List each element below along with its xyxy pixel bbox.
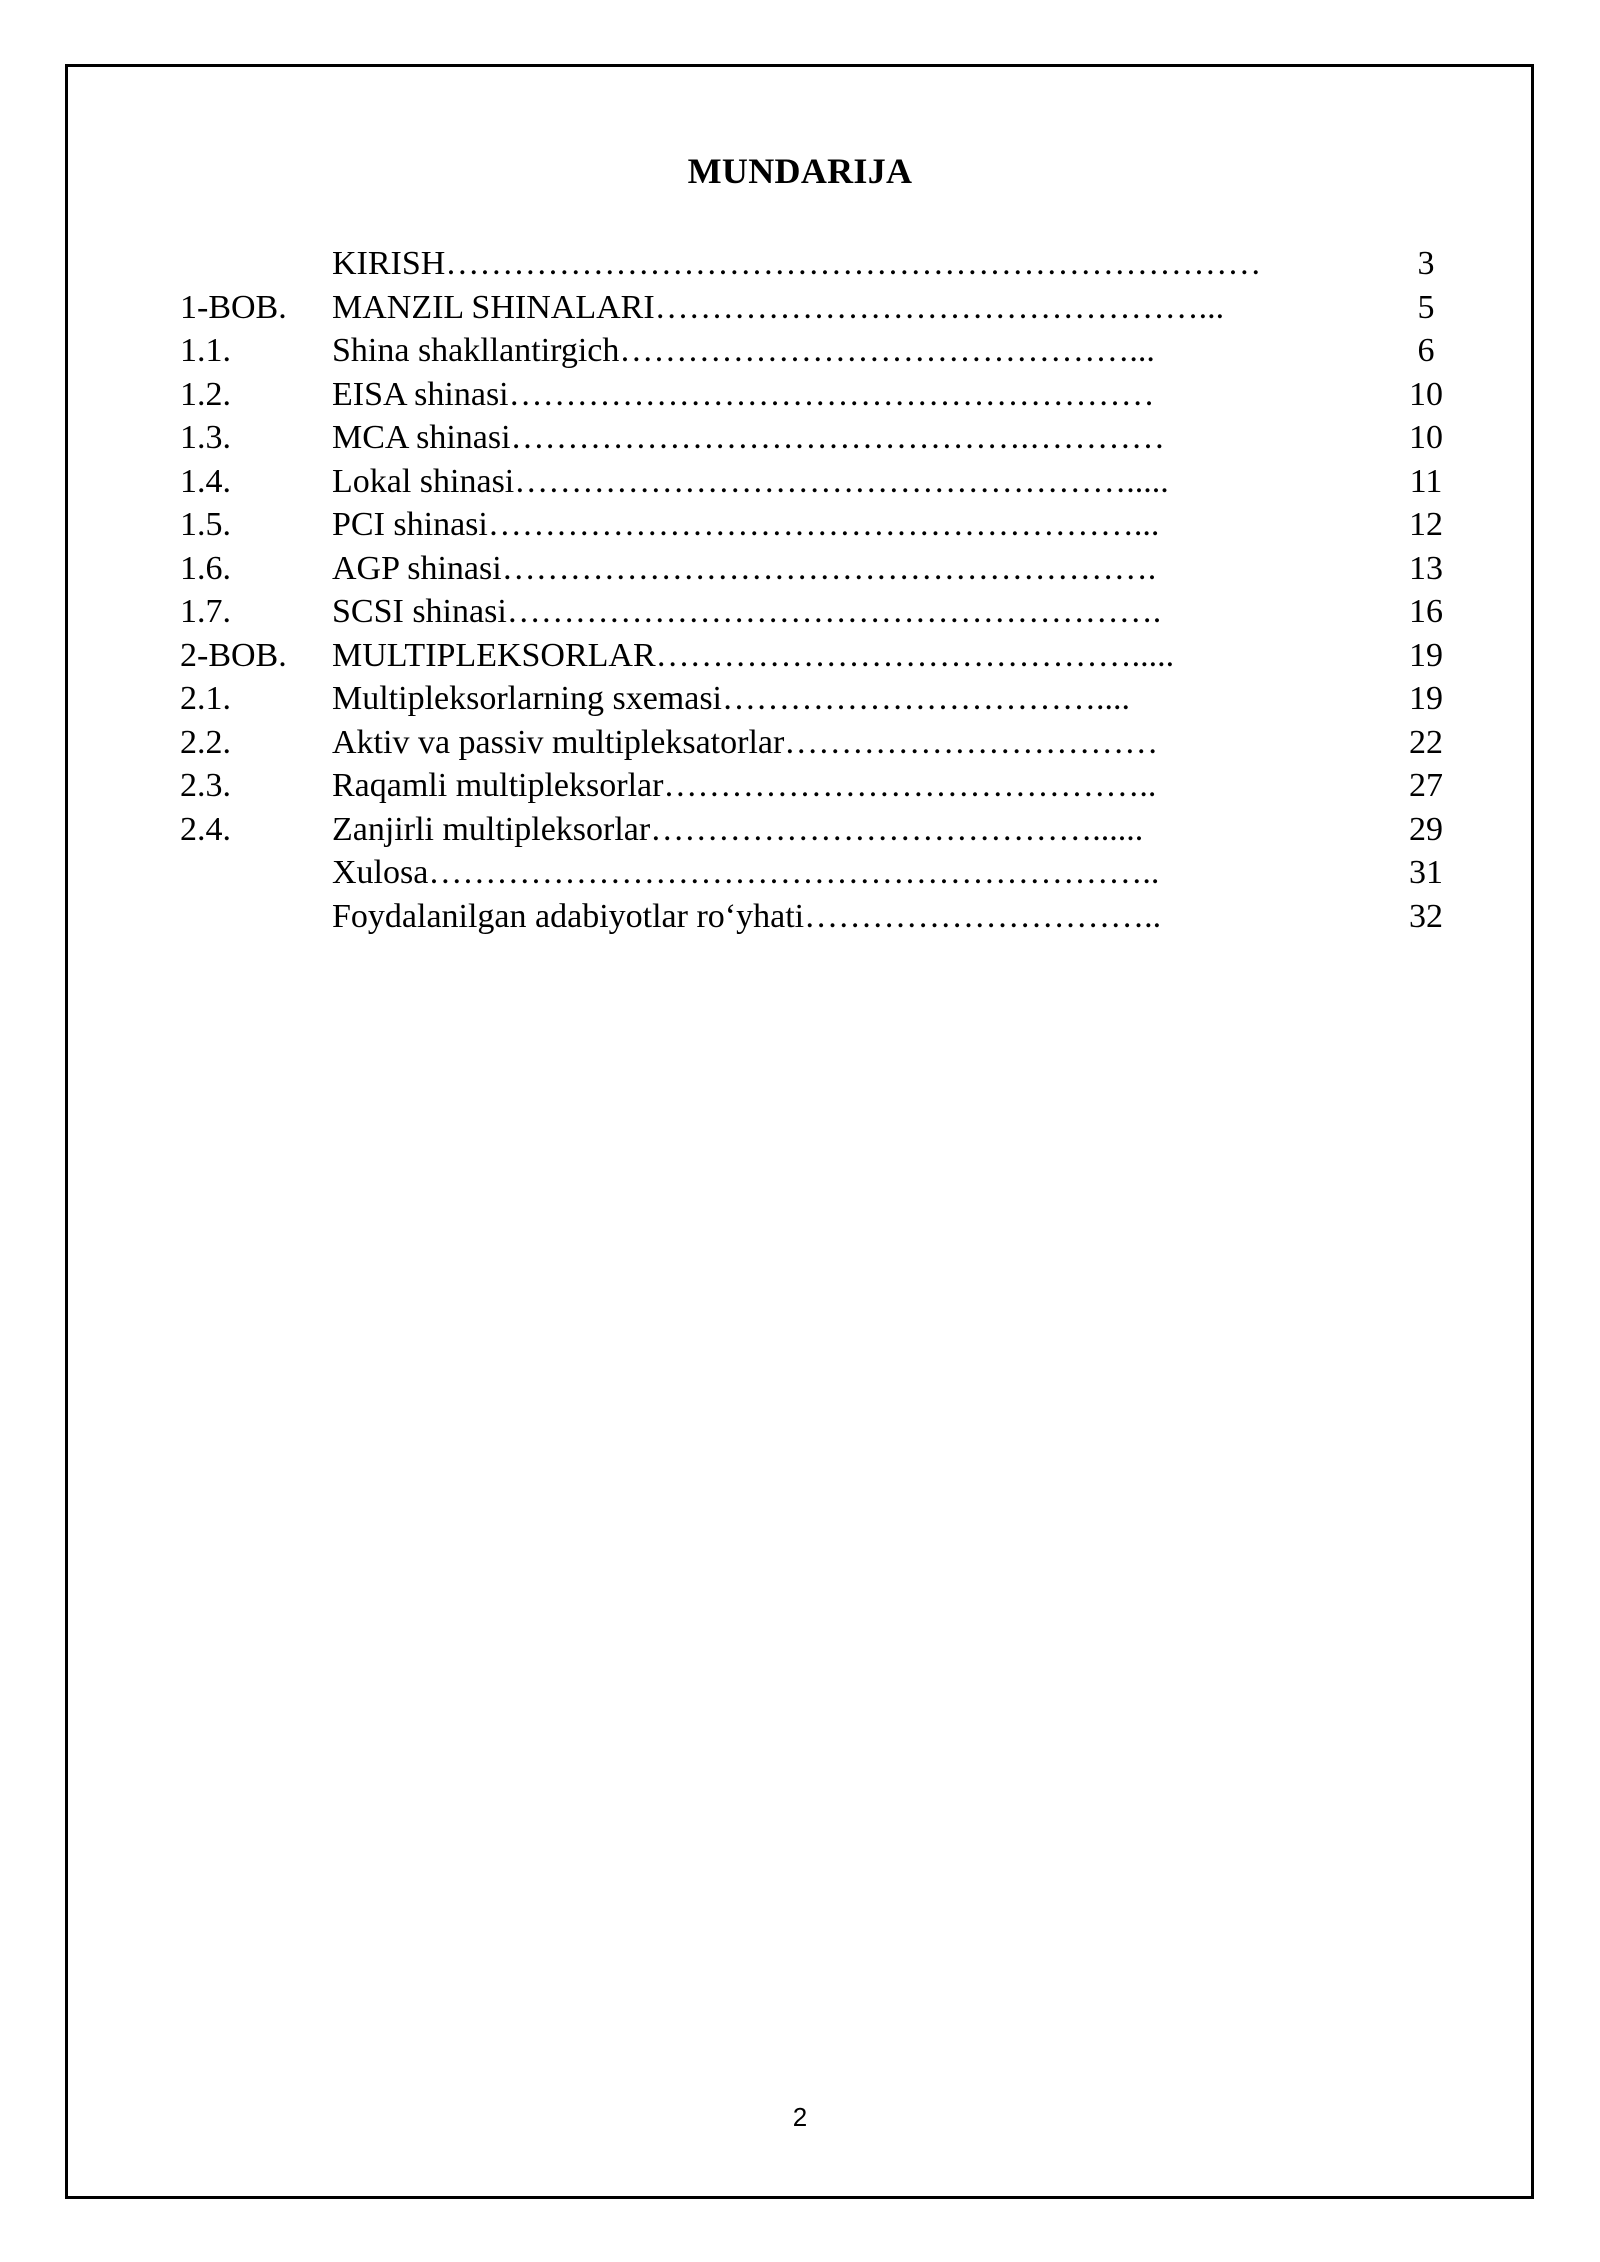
toc-entry-title: Shina shakllantirgich………………………………………... <box>332 332 1155 369</box>
toc-number: 1.6. <box>180 549 231 587</box>
toc-number: 1.1. <box>180 332 231 369</box>
toc-row-chapter-2[interactable] <box>180 634 1530 678</box>
toc-row-1-5[interactable] <box>180 503 1530 547</box>
toc-page-number: 16 <box>1409 593 1443 630</box>
toc-page-number: 31 <box>1409 854 1443 891</box>
toc-row-1-1[interactable] <box>180 329 1530 373</box>
toc-page-number: 6 <box>1417 332 1435 369</box>
toc-number: 1.4. <box>180 462 231 500</box>
toc-row-1-4[interactable] <box>180 460 1530 504</box>
toc-number: 1.5. <box>180 506 231 543</box>
toc-entry-title: Zanjirli multipleksorlar…………………………………...... <box>332 810 1144 848</box>
toc-entry-title: PCI shinasi…………………………………………………... <box>332 506 1160 543</box>
toc-title: MUNDARIJA <box>687 151 913 191</box>
toc-number: 1.2. <box>180 375 231 413</box>
toc-number: 2-BOB. <box>180 636 287 674</box>
toc-row-1-2[interactable] <box>180 373 1530 417</box>
toc-number: 1-BOB. <box>180 288 287 326</box>
toc-row-1-6[interactable] <box>180 547 1530 591</box>
toc-page-number: 10 <box>1409 375 1443 413</box>
toc-number: 2.2. <box>180 723 231 761</box>
toc-entry-title: AGP shinasi…………………………………………………. <box>332 549 1157 587</box>
toc-entry-title: Foydalanilgan adabiyotlar ro‘yhati………………………….. <box>332 897 1162 935</box>
toc-number: 1.3. <box>180 419 231 456</box>
toc-row-1-3[interactable] <box>180 416 1530 460</box>
toc-entry-title: MULTIPLEKSORLAR……………………………………..... <box>332 636 1175 674</box>
toc-row-2-3[interactable] <box>180 764 1530 808</box>
toc-entry-title: SCSI shinasi…………………………………………………. <box>332 593 1162 630</box>
toc-row-references[interactable] <box>180 895 1530 939</box>
toc-page-number: 3 <box>1417 245 1435 282</box>
toc-page-number: 19 <box>1409 636 1443 674</box>
toc-row-chapter-1[interactable] <box>180 286 1530 330</box>
toc-number: 2.3. <box>180 767 231 804</box>
toc-row-2-4[interactable] <box>180 808 1530 852</box>
toc-page-number: 5 <box>1417 288 1435 326</box>
toc-page-number: 27 <box>1409 767 1443 804</box>
toc-number: 2.4. <box>180 810 231 848</box>
toc-row-kirish[interactable] <box>180 242 1530 286</box>
toc-page-number: 11 <box>1409 462 1443 500</box>
toc-page-number: 32 <box>1409 897 1443 935</box>
toc-page-number: 19 <box>1409 680 1443 717</box>
toc-number: 2.1. <box>180 680 231 717</box>
toc-entry-title: Multipleksorlarning sxemasi…………………………….... <box>332 680 1131 717</box>
toc-entry-title: EISA shinasi………………………………………………… <box>332 375 1155 413</box>
toc-row-1-7[interactable] <box>180 590 1530 634</box>
toc-page-number: 29 <box>1409 810 1443 848</box>
toc-page-number: 12 <box>1409 506 1443 543</box>
table-of-contents <box>180 242 1530 938</box>
toc-number: 1.7. <box>180 593 231 630</box>
toc-row-2-2[interactable] <box>180 721 1530 765</box>
toc-entry-title: MANZIL SHINALARI…………………………………………... <box>332 288 1225 326</box>
toc-row-2-1[interactable] <box>180 677 1530 721</box>
toc-row-xulosa[interactable] <box>180 851 1530 895</box>
toc-entry-title: Xulosa……………………………………………………….. <box>332 854 1160 891</box>
toc-entry-title: Lokal shinasi………………………………………………..... <box>332 462 1169 500</box>
toc-entry-title: MCA shinasi……………………………………….………… <box>332 419 1166 456</box>
toc-page-number: 22 <box>1409 723 1443 761</box>
toc-page-number: 13 <box>1409 549 1443 587</box>
toc-entry-title: Raqamli multipleksorlar…………………………………….. <box>332 767 1157 804</box>
toc-page-number: 10 <box>1409 419 1443 456</box>
toc-entry-title: KIRISH……………………………………………………………… <box>332 245 1262 282</box>
toc-entry-title: Aktiv va passiv multipleksatorlar…………………………… <box>332 723 1159 761</box>
page-number: 2 <box>792 2102 808 2132</box>
